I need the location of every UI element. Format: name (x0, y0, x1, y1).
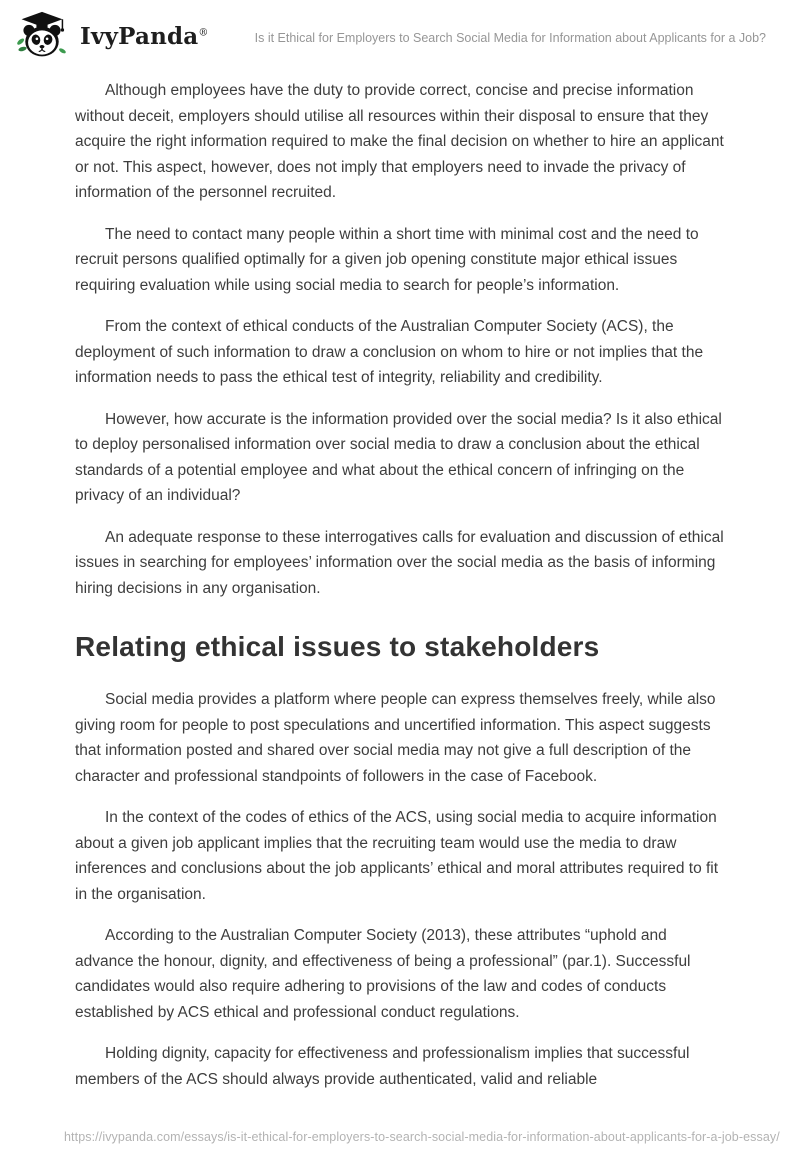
panda-graduate-icon (14, 10, 70, 62)
document-title: Is it Ethical for Employers to Search Social Media for Information about Applicants for a Job? (254, 30, 766, 45)
source-url: https://ivypanda.com/essays/is-it-ethical-for-employers-to-search-social-media-for-information-about-applicants-for-a-job-essay/ (64, 1130, 780, 1144)
paragraph: Social media provides a platform where people can express themselves freely, while also giving room for people to post speculations and uncertified information. This aspect suggests that information posted and shared over social media may not give a full description of the character and professional standpoints of followers in the case of Facebook. (75, 691, 716, 785)
article-content (0, 68, 800, 1092)
registered-mark: ® (198, 26, 209, 38)
paragraph: The need to contact many people within a short time with minimal cost and the need to recruit persons qualified optimally for a given job opening constitute major ethical issues requiring evaluation while using social media to search for people’s information. (75, 225, 699, 294)
paragraph: Although employees have the duty to provide correct, concise and precise information without deceit, employers should utilise all resources within their disposal to ensure that they acquire the right information required to make the final decision on whether to hire an applicant or not. This aspect, however, does not imply that employers need to invade the privacy of information of the personnel recruited. (75, 82, 724, 201)
paragraph: In the context of the codes of ethics of the ACS, using social media to acquire information about a given job applicant implies that the recruiting team would use the media to draw inferences and conclusions about the job applicants’ ethical and moral attributes required to fit in the organisation. (75, 809, 719, 903)
paragraph: Holding dignity, capacity for effectiveness and professionalism implies that successful members of the ACS should always provide authenticated, valid and reliable (75, 1045, 690, 1088)
paragraph: However, how accurate is the information provided over the social media? Is it also ethical to deploy personalised information over social media to draw a conclusion about the ethical standards of a potential employee and what about the ethical concern of infringing on the privacy of an individual? (75, 410, 722, 504)
section-heading: Relating ethical issues to stakeholders (75, 631, 600, 662)
brand-wordmark: IvyPanda® (80, 22, 209, 50)
page-header (0, 0, 800, 68)
paragraph: According to the Australian Computer Society (2013), these attributes “uphold and advance the honour, dignity, and effectiveness of being a professional” (par.1). Successful candidates would also require adhering to provisions of the law and codes of conducts established by ACS ethical and professional conduct regulations. (75, 927, 691, 1021)
paragraph: An adequate response to these interrogatives calls for evaluation and discussion of ethical issues in searching for employees’ information over the social media as the basis of informing hiring decisions in any organisation. (75, 528, 724, 597)
brand (14, 10, 209, 62)
paragraph: From the context of ethical conducts of the Australian Computer Society (ACS), the deployment of such information to draw a conclusion on whom to hire or not implies that the information needs to pass the ethical test of integrity, reliability and credibility. (75, 318, 704, 386)
